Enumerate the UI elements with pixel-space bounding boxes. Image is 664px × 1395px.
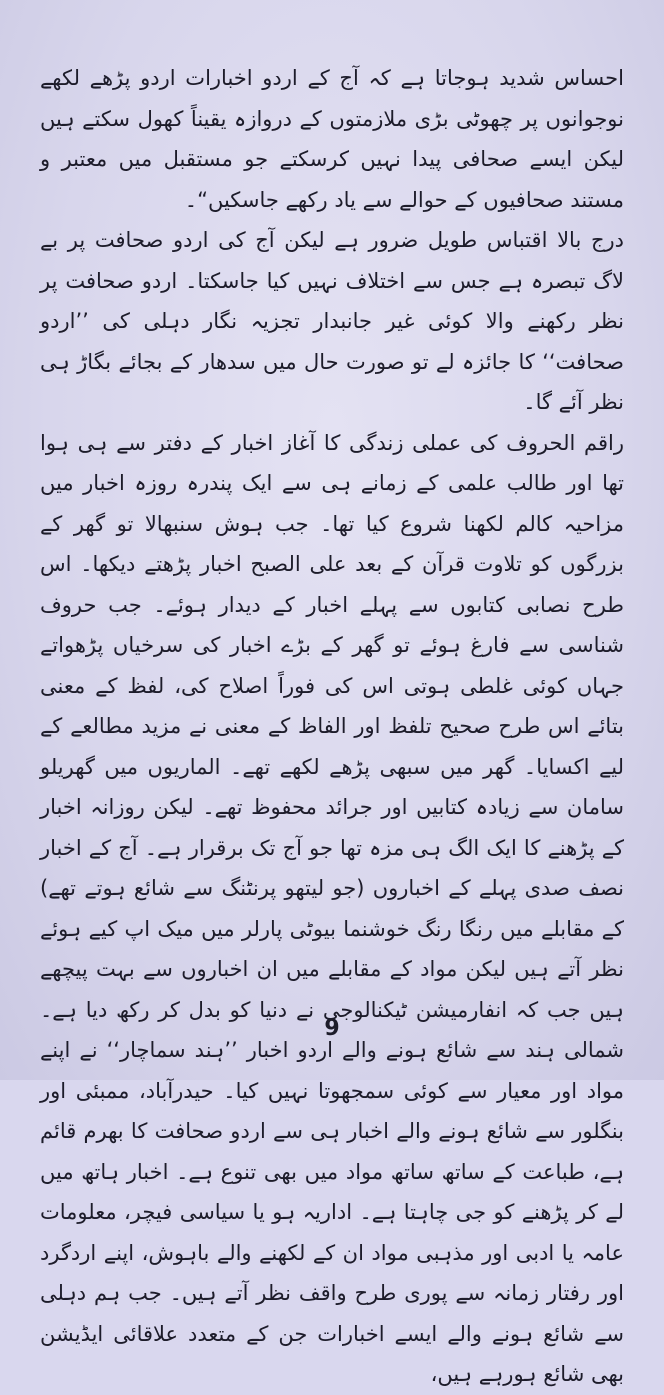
paragraph-memoir: راقم الحروف کی عملی زندگی کا آغاز اخبار کے دفتر سے ہی ہوا تھا اور طالب علمی کے زمانے ہی سے ایک پندرہ روزہ اخبار میں مزاحیہ کالم لکھنا شروع کیا تھا۔ جب ہوش سنبھالا تو گھر کے بزرگوں کو تلاوت قرآن کے بعد علی الصبح اخبار پڑھتے دیکھا۔ اس طرح نصابی کتابوں سے پہلے اخبار کے دیدار ہوئے۔ جب حروف شناسی سے فارغ ہوئے تو گھر کے بڑے اخبار کی سرخیاں پڑھواتے جہاں کوئی غلطی ہوتی اس کی فوراً اصلاح کی، لفظ کے معنی بتائے اس طرح صحیح تلفظ اور الفاظ کے معنی نے مزید مطالعے کے لیے اکسایا۔ گھر میں سبھی پڑھے لکھے تھے۔ الماریوں میں گھریلو سامان سے زیادہ کتابیں اور جرائد محفوظ تھے۔ لیکن روزانہ اخبار کے پڑھنے کا ایک الگ ہی مزہ تھا جو آج تک برقرار ہے۔ آج کے اخبار نصف صدی پہلے کے اخباروں (جو لیتھو پرنٹنگ سے شائع ہوتے تھے) کے مقابلے میں رنگا رنگ خوشنما بیوٹی پارلر میں میک اپ کیے ہوئے نظر آتے ہیں لیکن مواد کے مقابلے میں ان اخباروں سے بہت پیچھے ہیں جب کہ انفارمیشن ٹیکنالوجی نے دنیا کو بدل کر رکھ دیا ہے۔ شمالی ہند سے شائع ہونے والے اردو اخبار ’’ہند سماچار‘‘ نے اپنے مواد اور معیار سے کوئی سمجھوتا نہیں کیا۔ حیدرآباد، ممبئی اور بنگلور سے شائع ہونے والے اخبار ہی سے اردو صحافت کا بھرم قائم ہے، طباعت کے ساتھ ساتھ مواد میں بھی تنوع ہے۔ اخبار ہاتھ میں لے کر پڑھنے کو جی چاہتا ہے۔ اداریہ ہو یا سیاسی فیچر، معلومات عامہ یا ادبی اور مذہبی مواد ان کے لکھنے والے باہوش، اپنے اردگرد اور رفتار زمانہ سے پوری طرح واقف نظر آتے ہیں۔ جب ہم دہلی سے شائع ہونے والے ایسے اخبارات جن کے متعدد علاقائی ایڈیشن بھی شائع ہورہے ہیں، (40, 430, 624, 1386)
page-number: 9 (324, 1016, 340, 1041)
paragraph-commentary: درج بالا اقتباس طویل ضرور ہے لیکن آج کی اردو صحافت پر بے لاگ تبصرہ ہے جس سے اختلاف نہیں کیا جاسکتا۔ اردو صحافت پر نظر رکھنے والا کوئی غیر جانبدار تجزیہ نگار دہلی کی ’’اردو صحافت‘‘ کا جائزہ لے تو صورت حال میں سدھار کے بجائے بگاڑ ہی نظر آئے گا۔ (40, 228, 624, 414)
paragraph-quote-end: احساس شدید ہوجاتا ہے کہ آج کے اردو اخبارات اردو پڑھے لکھے نوجوانوں پر چھوٹی بڑی ملازمتوں کے دروازہ یقیناً کھول سکتے ہیں لیکن ایسے صحافی پیدا نہیں کرسکتے جو مستقبل میں معتبر و مستند صحافیوں کے حوالے سے یاد رکھے جاسکیں“۔ (40, 66, 624, 212)
page-body-text (40, 58, 624, 1395)
